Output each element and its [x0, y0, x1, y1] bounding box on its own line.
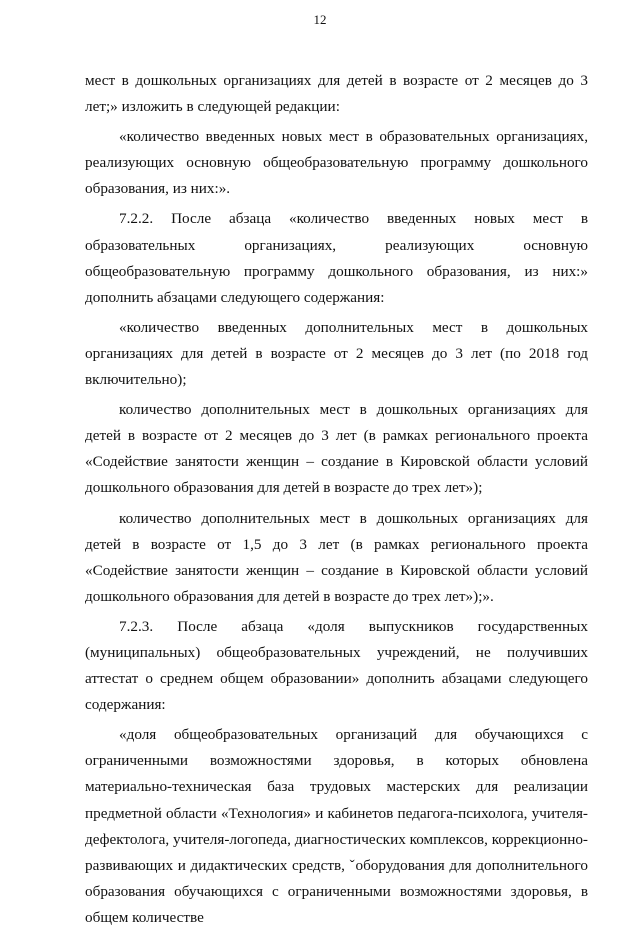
paragraph-6: количество дополнительных мест в дошкольных организациях для детей в возрасте от 1,5 до 3 лет (в рамках регионального проекта «Содействие занятости женщин – создание в Кировской области условий дошкольного образования для детей в возрасте до трех лет»);». — [85, 509, 588, 605]
paragraph-2: «количество введенных новых мест в образовательных организациях, реализующих основную общеобразовательную программу дошкольного образования, из них:». — [85, 128, 588, 198]
paragraph-1: мест в дошкольных организациях для детей в возрасте от 2 месяцев до 3 лет;» изложить в следующей редакции: — [85, 72, 588, 116]
paragraph-3: 7.2.2. После абзаца «количество введенных новых мест в образовательных организациях, реализующих основную общеобразовательную программу дошкольного образования, из них:» дополнить абзацами следующего содержания: — [85, 210, 588, 306]
paragraph-4: «количество введенных дополнительных мест в дошкольных организациях для детей в возрасте от 2 месяцев до 3 лет (по 2018 год включительно); — [85, 318, 588, 389]
paragraph-5: количество дополнительных мест в дошкольных организациях для детей в возрасте от 2 месяцев до 3 лет (в рамках регионального проекта «Содействие занятости женщин – создание в Кировской области условий дошкольного образования для детей в возрасте до трех лет»); — [85, 401, 588, 497]
document-body — [85, 68, 588, 931]
paragraph-8: «доля общеобразовательных организаций для обучающихся с ограниченными возможностями здоровья, в которых обновлена материально-техническая база трудовых мастерских для реализации предметной области «Технология» и кабинетов педагога-психолога, учителя-дефектолога, учителя-логопеда, диагностических комплексов, коррекционно-развивающих и дидактических средств, ˇоборудования для дополнительного образования обучающихся с ограниченными возможностями здоровья, в общем количестве — [85, 726, 588, 926]
page-number: 12 — [313, 12, 327, 27]
paragraph-7: 7.2.3. После абзаца «доля выпускников государственных (муниципальных) общеобразовательных учреждений, не получивших аттестат о среднем общем образовании» дополнить абзацами следующего содержания: — [85, 617, 588, 714]
